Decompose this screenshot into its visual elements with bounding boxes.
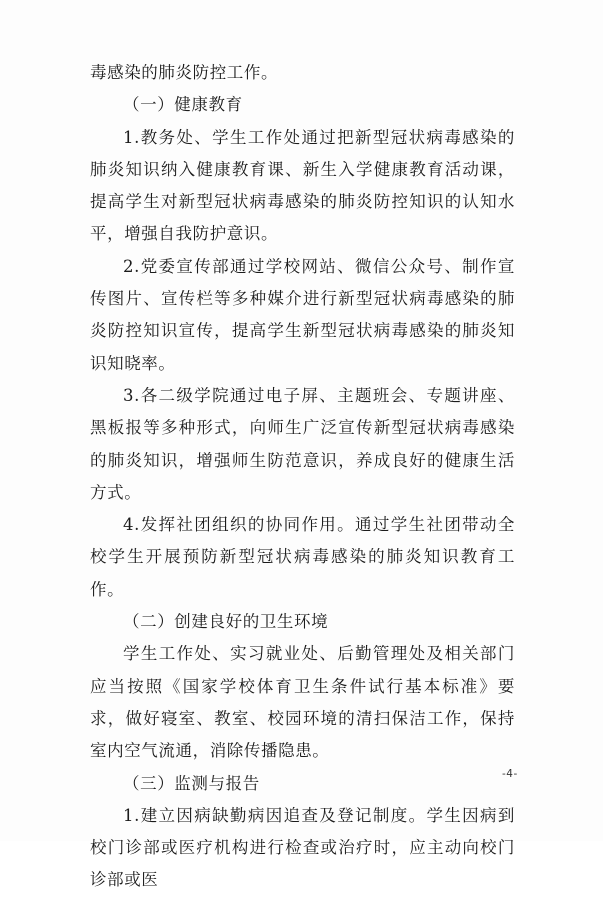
paragraph-monitoring-item-1: 1.建立因病缺勤病因追查及登记制度。学生因病到校门诊部或医疗机构进行检查或治疗时，应主动向校门诊部或医 (90, 805, 515, 890)
paragraph-item-3: 3.各二级学院通过电子屏、主题班会、专题讲座、黑板报等多种形式，向师生广泛宣传新型冠状病毒感染的肺炎知识，增强师生防范意识，养成良好的健康生活方式。 (90, 385, 515, 502)
paragraph-item-4: 4.发挥社团组织的协同作用。通过学生社团带动全校学生开展预防新型冠状病毒感染的肺炎知识教育工作。 (90, 515, 515, 599)
section-heading-monitoring-report: （三）监测与报告 (123, 773, 260, 793)
paragraph-item-1: 1.教务处、学生工作处通过把新型冠状病毒感染的肺炎知识纳入健康教育课、新生入学健康教育活动课，提高学生对新型冠状病毒感染的肺炎防控知识的认知水平，增强自我防护意识。 (90, 127, 515, 244)
section-heading-sanitary-environment: （二）创建良好的卫生环境 (123, 612, 329, 632)
paragraph-sanitary-environment: 学生工作处、实习就业处、后勤管理处及相关部门应当按照《国家学校体育卫生条件试行基本标准》要求，做好寝室、教室、校园环境的清扫保洁工作，保持室内空气流通，消除传播隐患。 (90, 644, 515, 761)
document-body (90, 57, 515, 897)
section-heading-health-education: （一）健康教育 (123, 95, 243, 115)
paragraph-continuation: 毒感染的肺炎防控工作。 (90, 63, 279, 82)
page-number: -4- (502, 768, 518, 780)
paragraph-item-2: 2.党委宣传部通过学校网站、微信公众号、制作宣传图片、宣传栏等多种媒介进行新型冠状病毒感染的肺炎防控知识宣传，提高学生新型冠状病毒感染的肺炎知识知晓率。 (90, 256, 515, 373)
